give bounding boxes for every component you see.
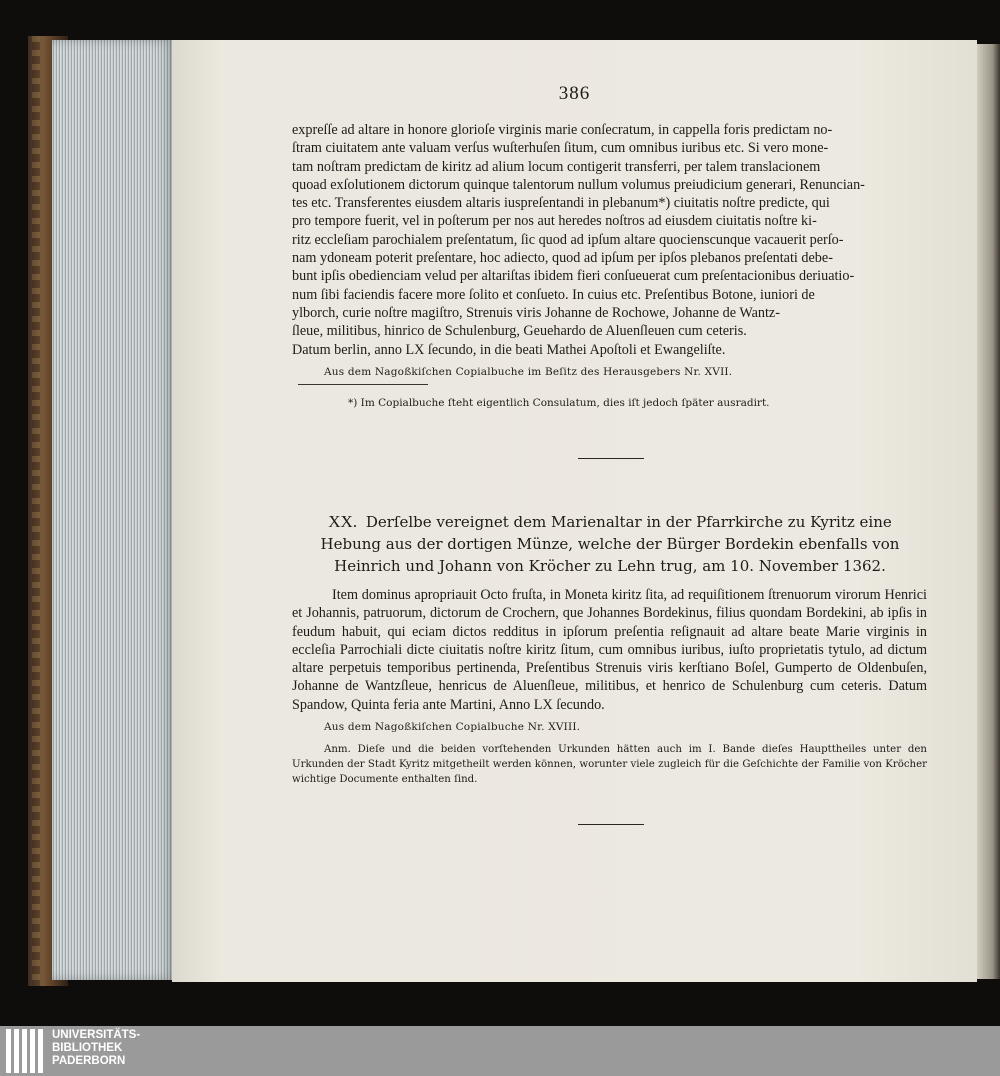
section-heading (310, 511, 910, 577)
library-name (52, 1029, 140, 1068)
section-title: Derſelbe vereignet dem Marienaltar in der Pfarrkirche zu Kyritz eine Hebung aus der dortigen Münze, welche der Bürger Bordekin ebenfalls von Heinrich und Johann von Kröcher zu Lehn trug, am 10. November 1362. (320, 513, 900, 575)
library-footer (0, 1026, 1000, 1076)
book-page-edges (52, 40, 174, 980)
text-line: ylborch, curie noſtre magiſtro, Strenuis viris Johanne de Rochowe, Johanne de Wantz- (292, 304, 780, 321)
annotation-note: Anm. Dieſe und die beiden vorſtehenden Urkunden hätten auch im I. Bande dieſes Haupttheiles unter den Urkunden der Stadt Kyritz mitgetheilt werden können, worunter viele zugleich für die Geſchichte der Familie von Kröcher wichtige Documente enthalten ſind. (292, 744, 927, 786)
library-logo-icon (6, 1029, 46, 1073)
book-page (172, 40, 977, 982)
charter-text (292, 586, 927, 787)
text-line: bunt ipſis obedienciam velud per altariſtas ibidem fieri conſueuerat cum preſentacionibus deriuatio- (292, 268, 855, 285)
page-number: 386 (558, 83, 591, 104)
text-line: ſleue, militibus, hinrico de Schulenburg, Geuehardo de Aluenſleuen cum ceteris. (292, 323, 747, 340)
footnote: *) Im Copialbuche ſteht eigentlich Consulatum, dies iſt jedoch ſpäter ausradirt. (348, 397, 770, 409)
footnote-rule (298, 384, 428, 385)
text-line: num ſibi faciendis facere more ſolito et conſueto. In cuius etc. Preſentibus Botone, iuniori de (292, 286, 815, 303)
text-line: ſtram ciuitatem ante valuam verſus wuſterhuſen ſitum, cum omnibus iuribus etc. Si vero mone- (292, 140, 829, 157)
library-name-line: BIBLIOTHEK (52, 1042, 123, 1054)
section-number: XX. (328, 512, 358, 531)
text-line: Datum berlin, anno LX ſecundo, in die beati Mathei Apoſtoli et Ewangeliſte. (292, 341, 726, 358)
library-name-line: PADERBORN (52, 1055, 126, 1067)
text-line: pro tempore fuerit, vel in poſterum per nos aut heredes noſtros ad eiusdem ciuitatis noſtre ki- (292, 213, 817, 230)
text-line: quoad exſolutionem dictorum quinque talentorum nullum volumus preiudicium generari, Renuncian- (292, 176, 865, 193)
library-name-line: UNIVERSITÄTS- (52, 1029, 141, 1041)
text-line: tam noſtram predictam de kiritz ad alium locum contigerit transferri, per talem translacionem (292, 158, 821, 175)
text-line: nam ydoneam poterit preſentare, hoc adiecto, quod ad ipſum per ipſos plebanos preſentati debe- (292, 250, 833, 267)
charter-paragraph: Item dominus apropriauit Octo fruſta, in Moneta kiritz ſita, ad requiſitionem ſtrenuorum virorum Henrici et Johannis, patruorum, dictorum de Crochern, que Johannes Bordekinus, filius quondam Bordekini, ab ipſis in feudum habuit, qui eciam dictos redditus in ipſorum preſentia reſignauit ad altare beate Marie virginis in eccleſia Parrochiali dicte ciuitatis noſtre kiritz ſitum, cum omnibus iuribus, iuſto proprietatis tytulo, ad dictum altare perpetuis temporibus pertinenda, Preſentibus Strenuis viris kerſtiano Boſel, Gumperto de Oldenbuſen, Johanne de Wantzſleue, henricus de Aluenſleue, militibus, et henrico de Schulenburg cum ceteris. Datum Spandow, Quinta feria ante Martini, Anno LX ſecundo. (292, 587, 927, 713)
text-line: ritz eccleſiam parochialem preſentatum, ſic quod ad ipſum altare quocienscunque vacauerit perſo- (292, 231, 844, 248)
section-divider (578, 458, 644, 459)
facing-page-edge (975, 44, 1000, 979)
text-line: tes etc. Transferentes eiusdem altaris iuspreſentandi in plebanum*) ciuitatis noſtre predicte, qui (292, 195, 830, 212)
text-line: expreſſe ad altare in honore glorioſe virginis marie conſecratum, in cappella foris predictam no- (292, 122, 833, 138)
charter-text-continued (292, 121, 927, 381)
source-note: Aus dem Nagoßkiſchen Copialbuche Nr. XVIII. (324, 721, 581, 734)
section-divider (578, 824, 644, 825)
source-note: Aus dem Nagoßkiſchen Copialbuche im Beſitz des Herausgebers Nr. XVII. (324, 365, 733, 378)
